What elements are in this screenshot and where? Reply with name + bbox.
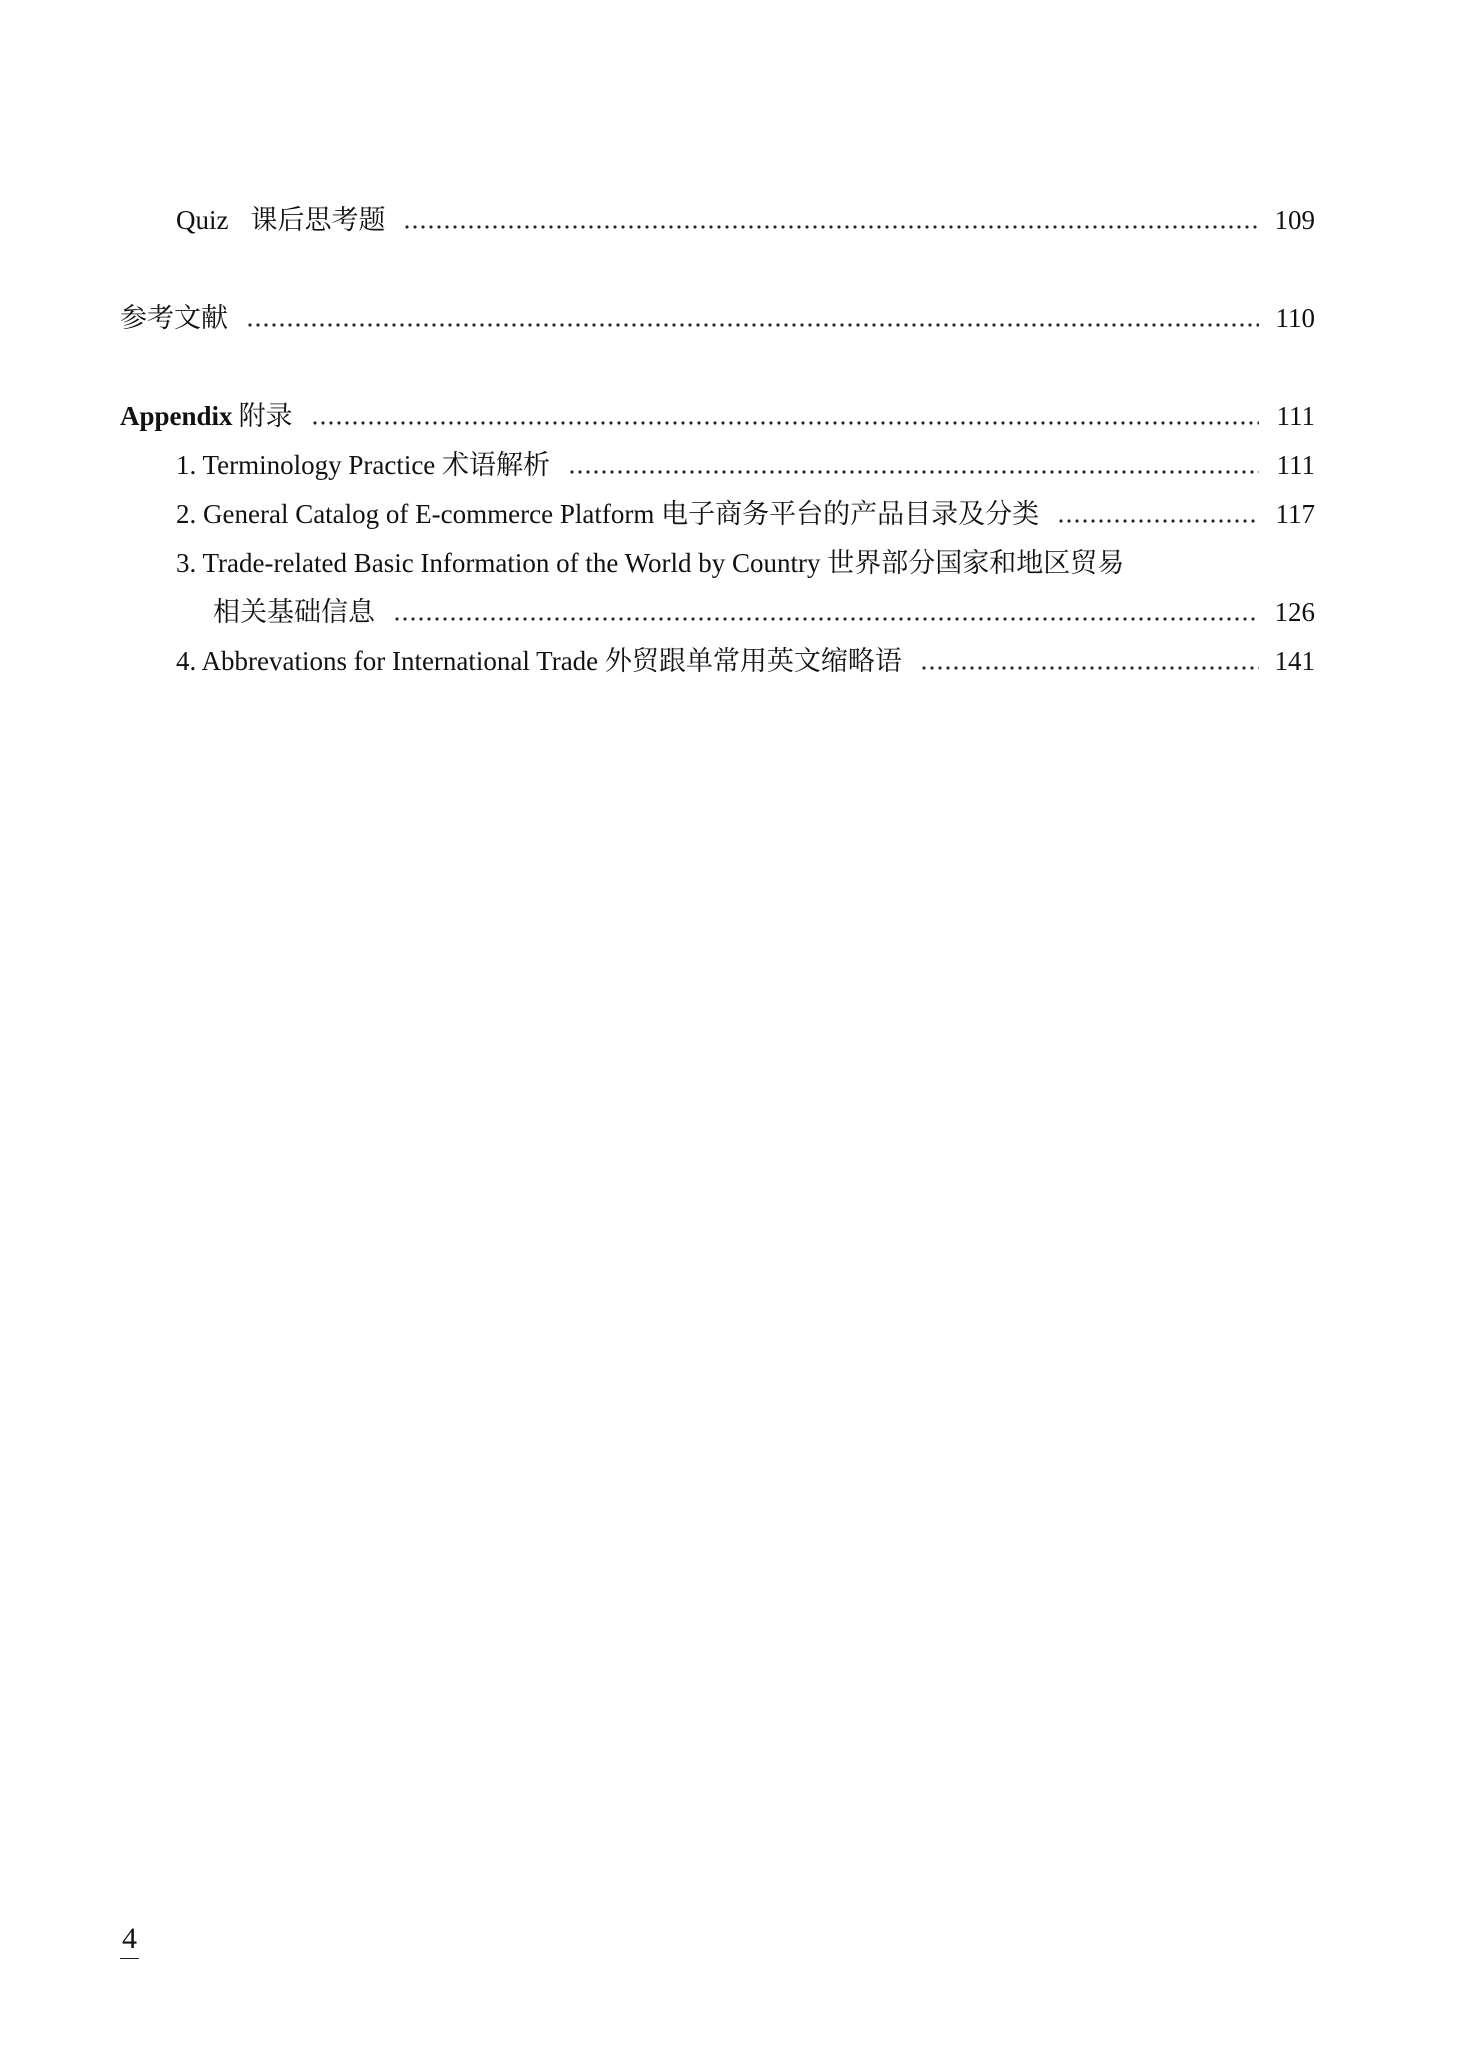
toc-title-cn: 附录 xyxy=(238,401,293,431)
toc-title: 相关基础信息 xyxy=(213,597,375,627)
dot-leader xyxy=(311,419,1259,427)
toc-page-number: 109 xyxy=(1274,205,1315,235)
toc-entry-appendix[interactable] xyxy=(120,398,1315,434)
toc-entry-appendix-2[interactable] xyxy=(176,496,1315,532)
dot-leader xyxy=(1057,517,1259,525)
toc-entry-appendix-4[interactable] xyxy=(176,643,1315,679)
dot-leader xyxy=(393,615,1259,623)
toc-title xyxy=(176,202,385,238)
dot-leader xyxy=(920,664,1259,672)
toc-title: 参考文献 xyxy=(120,303,228,333)
toc-title: 1. Terminology Practice 术语解析 xyxy=(176,450,551,480)
toc-page-number: 141 xyxy=(1274,646,1315,676)
toc-title xyxy=(120,398,293,434)
toc-title-en: Appendix xyxy=(120,401,233,431)
toc-title: 4. Abbrevations for International Trade 外贸跟单常用英文缩略语 xyxy=(176,646,902,676)
toc-entry-appendix-3-line2[interactable] xyxy=(213,594,1315,630)
toc-page-number: 117 xyxy=(1275,499,1315,529)
page-number: 4 xyxy=(120,1922,139,1959)
dot-leader xyxy=(568,468,1259,476)
dot-leader xyxy=(246,321,1259,329)
toc-entry-quiz[interactable] xyxy=(176,202,1315,238)
toc-title: 2. General Catalog of E-commerce Platform 电子商务平台的产品目录及分类 xyxy=(176,499,1040,529)
toc-entry-appendix-3-line1[interactable] xyxy=(176,545,1315,581)
toc-title-cn: 课后思考题 xyxy=(250,205,386,235)
toc-page-number: 111 xyxy=(1276,450,1315,480)
dot-leader xyxy=(403,223,1259,231)
toc-entry-appendix-1[interactable] xyxy=(176,447,1315,483)
toc-title: 3. Trade-related Basic Information of the World by Country 世界部分国家和地区贸易 xyxy=(176,548,1125,578)
toc-title-en: Quiz xyxy=(176,205,229,235)
toc-page-number: 111 xyxy=(1276,401,1315,431)
toc-page-number: 126 xyxy=(1274,597,1315,627)
toc-page-number: 110 xyxy=(1275,303,1315,333)
toc-entry-references[interactable] xyxy=(120,300,1315,336)
